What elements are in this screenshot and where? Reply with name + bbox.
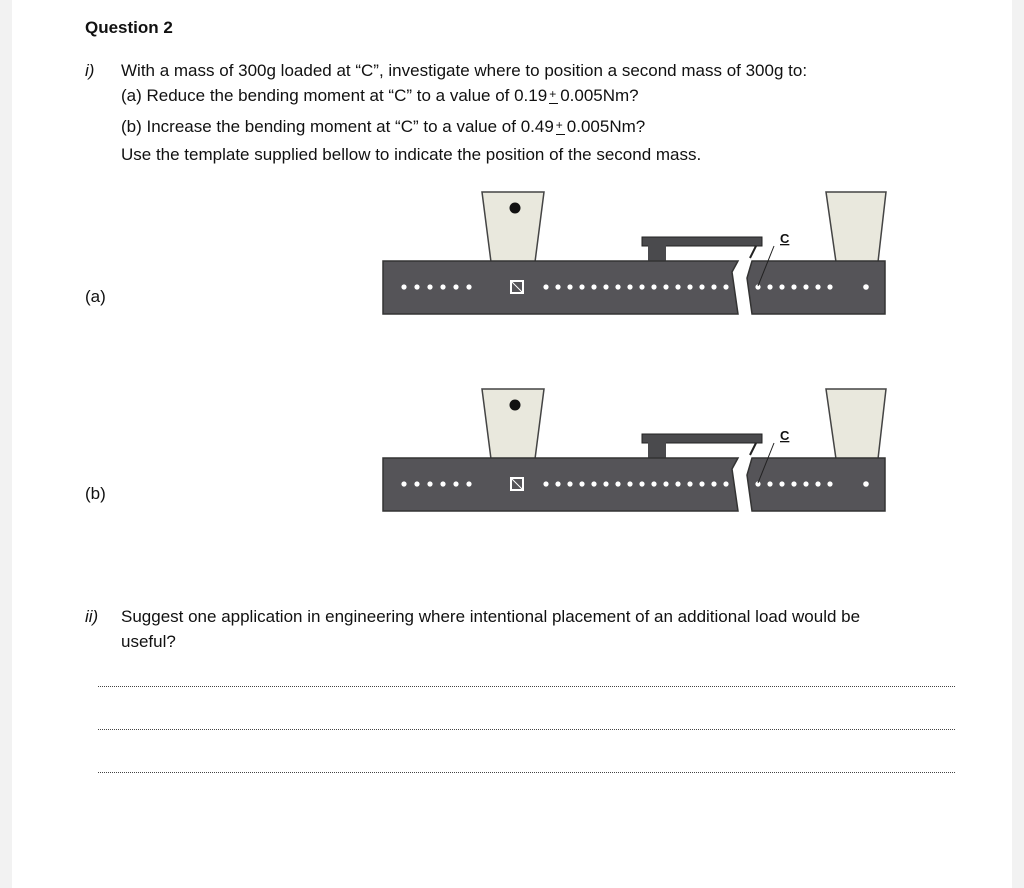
point-c-label: C [780, 231, 790, 246]
diagram-a-label: (a) [85, 287, 106, 306]
diagram-b-label: (b) [85, 484, 106, 503]
question-title: Question 2 [85, 18, 173, 37]
part-i-instruction: Use the template supplied bellow to indicate the position of the second mass. [121, 145, 702, 164]
pivot-hole [510, 400, 521, 411]
left-support [482, 192, 544, 262]
right-support [826, 389, 886, 459]
part-i-a-text: (a) Reduce the bending moment at “C” to a value of 0.19 + 0.005Nm? [121, 86, 639, 105]
hinge-plate [642, 434, 762, 459]
part-ii-line1: Suggest one application in engineering where intentional placement of an additional load would be [121, 607, 861, 626]
answer-line-2[interactable] [98, 729, 955, 730]
answer-line-3[interactable] [98, 772, 955, 773]
part-i-label: i) [85, 61, 95, 80]
right-support [826, 192, 886, 262]
part-ii-line2: useful? [121, 632, 176, 651]
answer-line-1[interactable] [98, 686, 955, 687]
part-i-b-text: (b) Increase the bending moment at “C” to a value of 0.49 + 0.005Nm? [121, 117, 646, 136]
worksheet-page [12, 0, 1012, 888]
part-i-b-prefix: (b) Increase the bending moment at “C” to a value of 0.49 [121, 117, 554, 136]
part-i-a-prefix: (a) Reduce the bending moment at “C” to a value of 0.19 [121, 86, 548, 105]
beam-diagram-b[interactable] [378, 385, 890, 517]
point-c-label: C [780, 428, 790, 443]
left-support [482, 389, 544, 459]
part-i-a-suffix: 0.005Nm? [560, 86, 639, 105]
beam-diagram-a[interactable] [378, 188, 890, 320]
part-i-b-suffix: 0.005Nm? [566, 117, 646, 136]
part-ii-label: ii) [85, 607, 99, 626]
part-i-intro: With a mass of 300g loaded at “C”, investigate where to position a second mass of 300g to: [121, 61, 808, 80]
pivot-hole [510, 203, 521, 214]
hinge-plate [642, 237, 762, 262]
